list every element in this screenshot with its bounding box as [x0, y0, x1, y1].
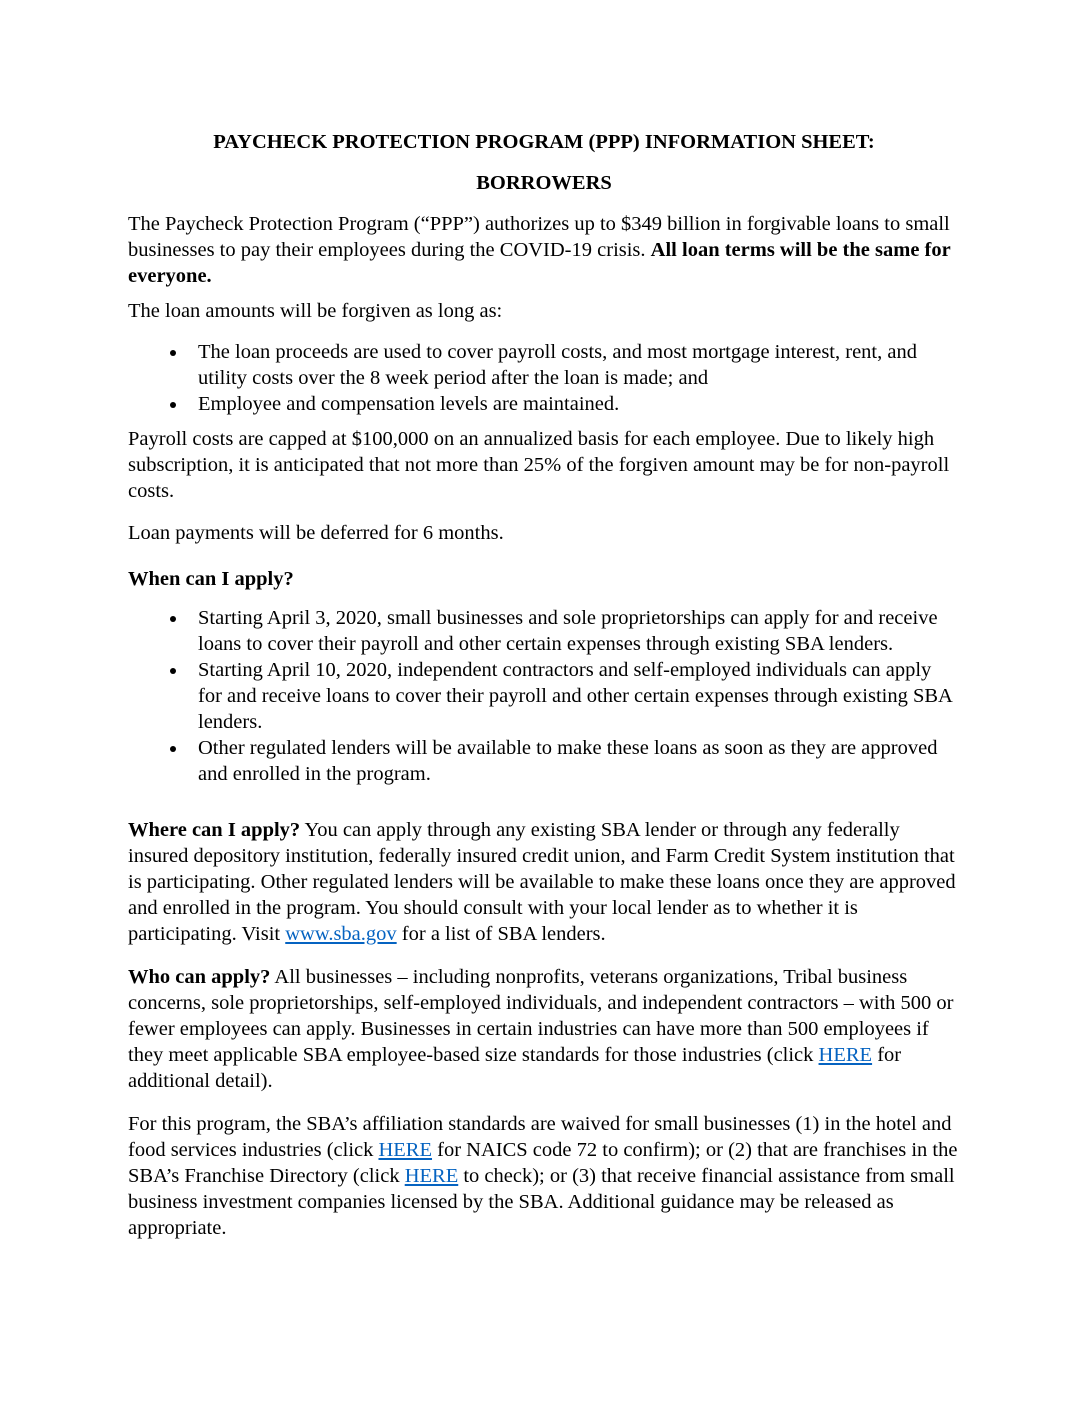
bullet-icon [170, 668, 176, 674]
bullet-icon [170, 350, 176, 356]
intro-paragraph: The Paycheck Protection Program (“PPP”) authorizes up to $349 billion in forgivable loans to small businesses to pay their employees during the COVID-19 crisis. All loan terms will be the same for everyone. [128, 213, 951, 287]
who-heading: Who can apply? [128, 966, 271, 988]
bullet-icon [170, 746, 176, 752]
list-item: Employee and compensation levels are maintained. [128, 391, 960, 417]
sba-website-link[interactable]: www.sba.gov [285, 923, 397, 945]
franchise-directory-link[interactable]: HERE [404, 1165, 459, 1187]
forgiven-conditions-list [128, 339, 960, 417]
where-paragraph: Where can I apply? You can apply through any existing SBA lender or through any federally insured depository institution, federally insured credit union, and Farm Credit System institution that is participating. Other regulated lenders will be available to make these loans once they are approved and enrolled in the program. You should consult with your local lender as to whether it is participating. Visit www.sba.gov for a list of SBA lenders. [128, 819, 956, 945]
document-title: PAYCHECK PROTECTION PROGRAM (PPP) INFORMATION SHEET: [213, 131, 875, 153]
bullet-icon [170, 402, 176, 408]
where-heading: Where can I apply? [128, 819, 301, 841]
deferral-paragraph: Loan payments will be deferred for 6 months. [128, 522, 504, 544]
document-subtitle: BORROWERS [476, 172, 612, 194]
when-list [128, 605, 960, 787]
size-standards-link[interactable]: HERE [818, 1044, 873, 1066]
affiliation-paragraph: For this program, the SBA’s affiliation standards are waived for small businesses (1) in the hotel and food services industries (click HERE for NAICS code 72 to confirm); or (2) that are franchises in the SBA’s Franchise Directory (click HERE to check); or (3) that receive financial assistance from small business investment companies licensed by the SBA. Additional guidance may be released as appropriate. [128, 1113, 958, 1239]
list-item: Starting April 10, 2020, independent contractors and self-employed individuals can apply for and receive loans to cover their payroll and other certain expenses through existing SBA lenders. [128, 657, 960, 735]
list-item: Other regulated lenders will be available to make these loans as soon as they are approved and enrolled in the program. [128, 735, 960, 787]
list-item: Starting April 3, 2020, small businesses and sole proprietorships can apply for and receive loans to cover their payroll and other certain expenses through existing SBA lenders. [128, 605, 960, 657]
forgiven-intro: The loan amounts will be forgiven as long as: [128, 300, 503, 322]
payroll-cap-paragraph: Payroll costs are capped at $100,000 on an annualized basis for each employee. Due to likely high subscription, it is anticipated that not more than 25% of the forgiven amount may be for non-payroll costs. [128, 428, 950, 502]
list-item: The loan proceeds are used to cover payroll costs, and most mortgage interest, rent, and utility costs over the 8 week period after the loan is made; and [128, 339, 960, 391]
intro-bold-statement: All loan terms will be the same for everyone. [128, 239, 951, 287]
when-heading: When can I apply? [128, 568, 294, 590]
naics-link[interactable]: HERE [378, 1139, 433, 1161]
bullet-icon [170, 616, 176, 622]
who-paragraph: Who can apply? All businesses – including nonprofits, veterans organizations, Tribal business concerns, sole proprietorships, self-employed individuals, and independent contractors – with 500 or fewer employees can apply. Businesses in certain industries can have more than 500 employees if they meet applicable SBA employee-based size standards for those industries (click HERE for additional detail). [128, 966, 954, 1092]
